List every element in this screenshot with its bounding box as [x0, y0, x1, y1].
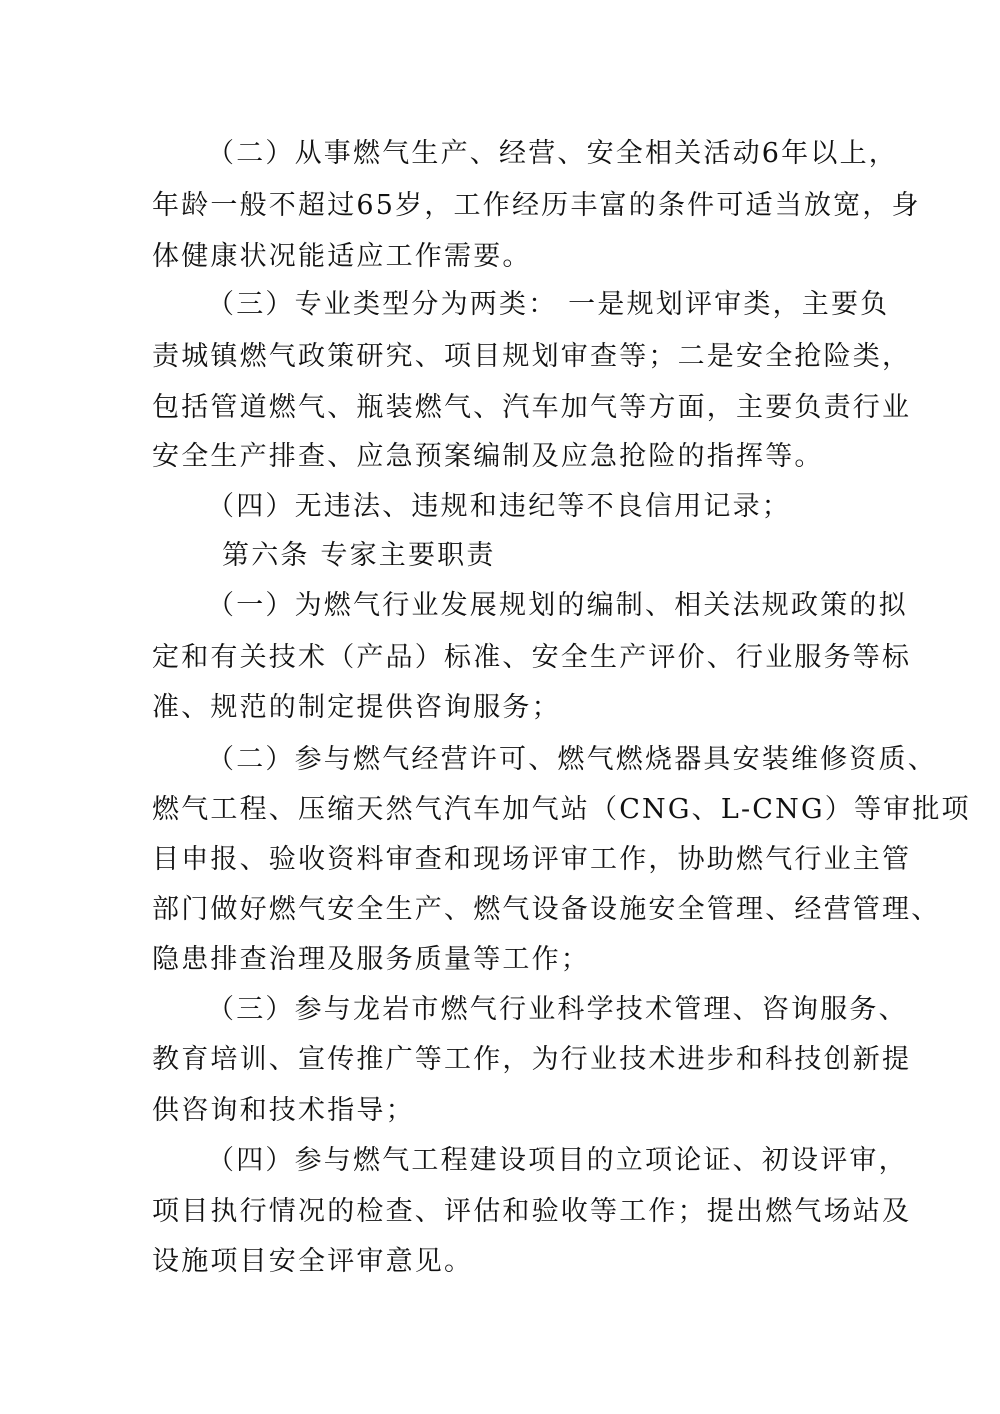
text-line-21: （四）参与燃气工程建设项目的立项论证、初设评审，: [207, 1145, 908, 1176]
text-line-16: 部门做好燃气安全生产、燃气设备设施安全管理、经营管理、: [152, 894, 941, 925]
text-line-7: 安全生产排查、应急预案编制及应急抢险的指挥等。: [152, 441, 824, 472]
text-line-20: 供咨询和技术指导；: [152, 1095, 415, 1126]
text-line-13: （二）参与燃气经营许可、燃气燃烧器具安装维修资质、: [207, 744, 937, 775]
text-line-15: 目申报、验收资料审查和现场评审工作，协助燃气行业主管: [152, 844, 912, 875]
text-line-18: （三）参与龙岩市燃气行业科学技术管理、咨询服务、: [207, 994, 908, 1025]
text-line-23: 设施项目安全评审意见。: [152, 1246, 474, 1277]
text-line-19: 教育培训、宣传推广等工作，为行业技术进步和科技创新提: [152, 1044, 912, 1075]
text-line-6: 包括管道燃气、瓶装燃气、汽车加气等方面，主要负责行业: [152, 392, 912, 423]
text-line-3: 体健康状况能适应工作需要。: [152, 241, 532, 272]
text-line-8: （四）无违法、违规和违纪等不良信用记录；: [207, 491, 791, 522]
text-line-10: （一）为燃气行业发展规划的编制、相关法规政策的拟: [207, 590, 908, 621]
text-line-22: 项目执行情况的检查、评估和验收等工作；提出燃气场站及: [152, 1196, 912, 1227]
text-line-11: 定和有关技术（产品）标准、安全生产评价、行业服务等标: [152, 642, 912, 673]
text-line-4: （三）专业类型分为两类： 一是规划评审类，主要负: [207, 289, 890, 320]
text-line-12: 准、规范的制定提供咨询服务；: [152, 692, 561, 723]
text-line-5: 责城镇燃气政策研究、项目规划审查等；二是安全抢险类，: [152, 341, 912, 372]
text-line-14: 燃气工程、压缩天然气汽车加气站（CNG、L-CNG）等审批项: [152, 794, 971, 825]
text-line-17: 隐患排查治理及服务质量等工作；: [152, 944, 590, 975]
text-line-2: 年龄一般不超过65岁，工作经历丰富的条件可适当放宽，身: [152, 190, 921, 221]
section-heading: 第六条 专家主要职责: [222, 540, 496, 571]
text-line-1: （二）从事燃气生产、经营、安全相关活动6年以上，: [207, 138, 898, 169]
